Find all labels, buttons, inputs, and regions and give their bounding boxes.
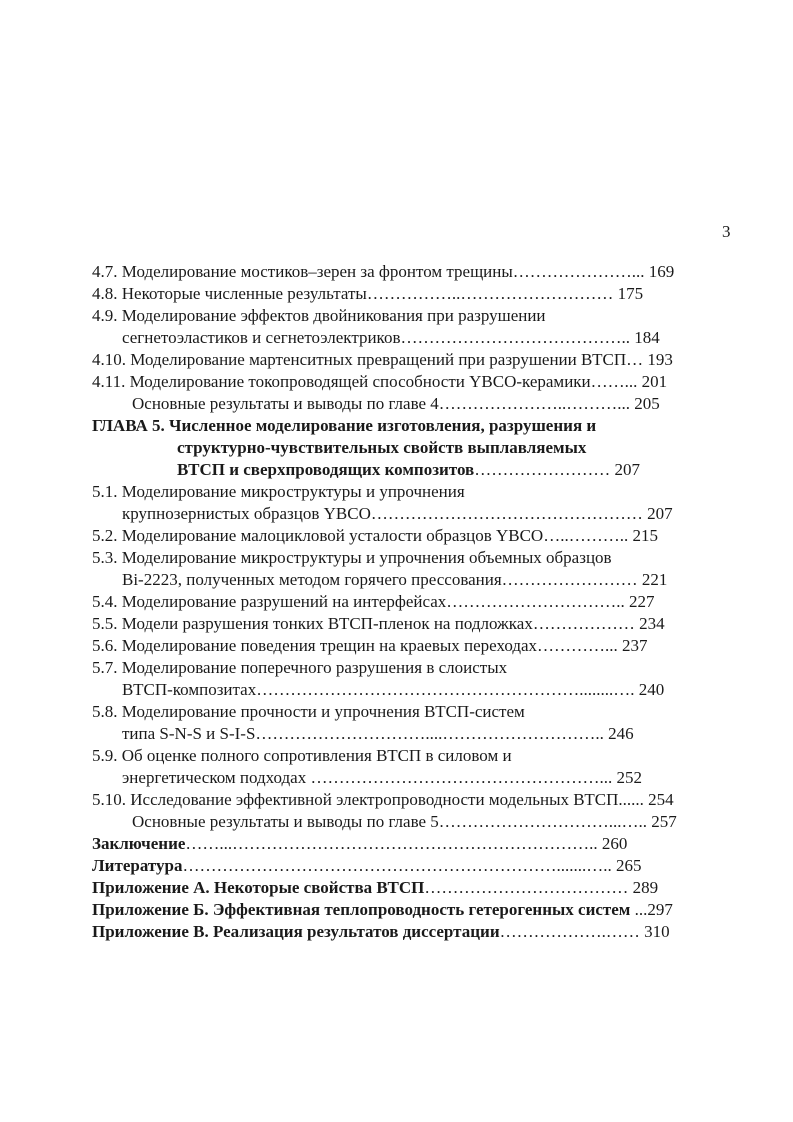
toc-entry-4-8: 4.8. Некоторые численные результаты……………..……………………… 175 xyxy=(92,284,644,303)
toc-entry-ch5-summary: Основные результаты и выводы по главе 5…………………………...….. 257 xyxy=(132,812,677,831)
toc-entry-5-9: 5.9. Об оценке полного сопротивления ВТСП в силовом и xyxy=(92,746,512,765)
toc-literature-title: Литература xyxy=(92,856,183,875)
toc-literature-page: ………………………………………………………….......….. 265 xyxy=(182,856,642,875)
toc-chapter-5-title-end xyxy=(177,460,640,480)
toc-conclusion-title: Заключение xyxy=(92,834,186,853)
toc-entry-5-4: 5.4. Моделирование разрушений на интерфейсах………………………….. 227 xyxy=(92,592,655,611)
toc-conclusion-page: ……...……………………………………………………….. 260 xyxy=(185,834,628,853)
toc-entry-5-9-cont: энергетическом подходах ……………………………………………... 252 xyxy=(122,768,642,787)
toc-entry-5-1-cont: крупнозернистых образцов YBCO………………………………………… 207 xyxy=(122,504,673,523)
toc-entry-5-8-cont: типа S-N-S и S-I-S…………………………....……………………….. 246 xyxy=(122,724,634,743)
toc-appendix-a-page: ……………………………… 289 xyxy=(424,878,659,897)
toc-entry-4-9-cont: сегнетоэластиков и сегнетоэлектриков………………………………….. 184 xyxy=(122,328,660,347)
toc-appendix-a xyxy=(92,878,658,898)
toc-appendix-b xyxy=(92,900,673,920)
toc-entry-5-2: 5.2. Моделирование малоцикловой усталости образцов YBCO…..……….. 215 xyxy=(92,526,658,545)
toc-entry-5-8: 5.8. Моделирование прочности и упрочнения ВТСП-систем xyxy=(92,702,525,721)
toc-entry-5-5: 5.5. Модели разрушения тонких ВТСП-пленок на подложках……………… 234 xyxy=(92,614,665,633)
page-number: 3 xyxy=(722,222,731,241)
toc-appendix-v-title: Приложение В. Реализация результатов диссертации xyxy=(92,922,500,941)
toc-entry-5-1: 5.1. Моделирование микроструктуры и упрочнения xyxy=(92,482,465,501)
toc-appendix-v-page: ……………….…… 310 xyxy=(499,922,670,941)
toc-entry-5-3-cont: Bi-2223, полученных методом горячего прессования…………………… 221 xyxy=(122,570,668,589)
toc-appendix-b-title: Приложение Б. Эффективная теплопроводность гетерогенных систем xyxy=(92,900,631,919)
toc-entry-5-3: 5.3. Моделирование микроструктуры и упрочнения объемных образцов xyxy=(92,548,612,567)
toc-entry-4-7: 4.7. Моделирование мостиков–зерен за фронтом трещины…………………... 169 xyxy=(92,262,675,281)
toc-appendix-a-title: Приложение А. Некоторые свойства ВТСП xyxy=(92,878,425,897)
toc-chapter-5-page: …………………… 207 xyxy=(474,460,640,479)
toc-entry-4-9: 4.9. Моделирование эффектов двойникования при разрушении xyxy=(92,306,546,325)
toc-chapter-5-title-end-text: ВТСП и сверхпроводящих композитов xyxy=(177,460,475,479)
toc-chapter-5-title-cont: структурно-чувствительных свойств выплавляемых xyxy=(177,438,587,457)
toc-entry-5-7: 5.7. Моделирование поперечного разрушения в слоистых xyxy=(92,658,508,677)
toc-appendix-b-page: ...297 xyxy=(630,900,673,919)
toc-entry-ch4-summary: Основные результаты и выводы по главе 4…………………..………... 205 xyxy=(132,394,660,413)
toc-literature xyxy=(92,856,641,876)
toc-entry-4-10: 4.10. Моделирование мартенситных превращений при разрушении ВТСП… 193 xyxy=(92,350,673,369)
toc-appendix-v xyxy=(92,922,670,942)
toc-entry-5-6: 5.6. Моделирование поведения трещин на краевых переходах…………... 237 xyxy=(92,636,648,655)
toc-conclusion xyxy=(92,834,627,854)
toc-entry-4-11: 4.11. Моделирование токопроводящей способности YBCO-керамики……... 201 xyxy=(92,372,668,391)
toc-entry-5-10: 5.10. Исследование эффективной электропроводности модельных ВТСП...... 254 xyxy=(92,790,674,809)
toc-chapter-5-title: ГЛАВА 5. Численное моделирование изготовления, разрушения и xyxy=(92,416,597,435)
toc-entry-5-7-cont: ВТСП-композитах…………………………………………………........…. 240 xyxy=(122,680,665,699)
